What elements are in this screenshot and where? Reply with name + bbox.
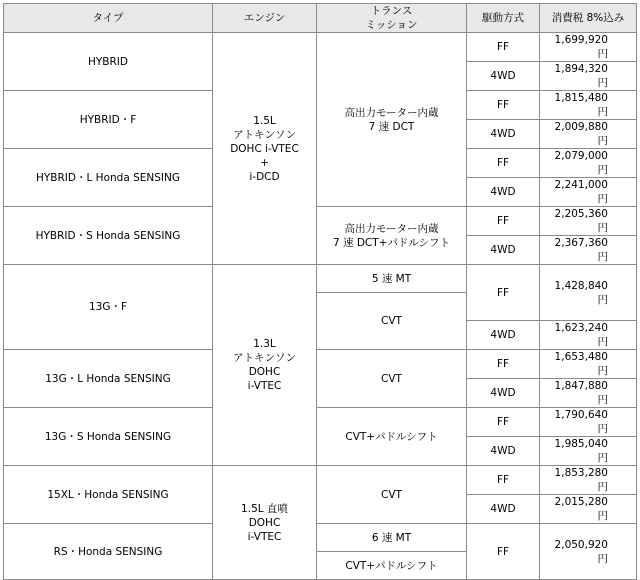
transmission-cell: CVT bbox=[317, 466, 467, 524]
price-cell: 1,847,880 円 bbox=[540, 379, 637, 408]
type-cell: HYBRID・L Honda SENSING bbox=[4, 149, 213, 207]
drive-cell: FF bbox=[467, 524, 540, 580]
price-cell: 1,699,920 円 bbox=[540, 33, 637, 62]
price-cell: 2,241,000 円 bbox=[540, 178, 637, 207]
drive-cell: 4WD bbox=[467, 379, 540, 408]
engine-line: アトキンソン DOHC bbox=[233, 352, 296, 378]
type-cell: 13G・S Honda SENSING bbox=[4, 408, 213, 466]
transmission-line: 7 速 DCT bbox=[368, 120, 415, 133]
drive-cell: 4WD bbox=[467, 120, 540, 149]
transmission-cell: 6 速 MT bbox=[317, 524, 467, 552]
type-cell: RS・Honda SENSING bbox=[4, 524, 213, 580]
price-cell: 2,015,280 円 bbox=[540, 495, 637, 524]
price-cell: 1,623,240 円 bbox=[540, 321, 637, 350]
drive-cell: FF bbox=[467, 466, 540, 495]
price-cell: 1,853,280 円 bbox=[540, 466, 637, 495]
price-cell: 2,050,920 円 bbox=[540, 524, 637, 580]
type-cell: 15XL・Honda SENSING bbox=[4, 466, 213, 524]
drive-cell: 4WD bbox=[467, 321, 540, 350]
drive-cell: 4WD bbox=[467, 62, 540, 91]
drive-cell: FF bbox=[467, 91, 540, 120]
drive-cell: 4WD bbox=[467, 236, 540, 265]
transmission-line: 7 速 DCT+パドルシフト bbox=[332, 236, 450, 249]
table-row bbox=[4, 466, 637, 495]
type-cell: HYBRID・F bbox=[4, 91, 213, 149]
transmission-cell: CVT+パドルシフト bbox=[317, 408, 467, 466]
transmission-line: 高出力モーター内蔵 bbox=[344, 106, 439, 119]
type-cell: HYBRID・S Honda SENSING bbox=[4, 207, 213, 265]
drive-cell: FF bbox=[467, 149, 540, 178]
transmission-cell: CVT bbox=[317, 293, 467, 350]
header-price: 消費税 8%込み bbox=[540, 4, 637, 33]
price-cell: 2,367,360 円 bbox=[540, 236, 637, 265]
drive-cell: FF bbox=[467, 207, 540, 236]
table-row bbox=[4, 265, 637, 293]
transmission-cell bbox=[317, 207, 467, 265]
table-row bbox=[4, 524, 637, 552]
header-transmission-line-1: トランス bbox=[370, 5, 413, 17]
price-cell: 2,009,880 円 bbox=[540, 120, 637, 149]
table-row bbox=[4, 408, 637, 437]
header-type: タイプ bbox=[4, 4, 213, 33]
engine-line: 1.5L 直噴 bbox=[241, 502, 288, 515]
type-cell: HYBRID bbox=[4, 33, 213, 91]
table-row bbox=[4, 350, 637, 379]
price-cell: 1,428,840 円 bbox=[540, 265, 637, 321]
engine-line: 1.5L bbox=[253, 114, 276, 127]
transmission-line: 高出力モーター内蔵 bbox=[344, 222, 439, 235]
type-cell: 13G・L Honda SENSING bbox=[4, 350, 213, 408]
engine-line: アトキンソン bbox=[233, 128, 296, 141]
engine-line: DOHC bbox=[248, 516, 281, 529]
transmission-cell: 5 速 MT bbox=[317, 265, 467, 293]
header-drive: 駆動方式 bbox=[467, 4, 540, 33]
price-cell: 1,985,040 円 bbox=[540, 437, 637, 466]
drive-cell: FF bbox=[467, 408, 540, 437]
price-cell: 2,079,000 円 bbox=[540, 149, 637, 178]
type-cell: 13G・F bbox=[4, 265, 213, 350]
header-engine: エンジン bbox=[213, 4, 317, 33]
table-row bbox=[4, 207, 637, 236]
drive-cell: 4WD bbox=[467, 437, 540, 466]
drive-cell: FF bbox=[467, 265, 540, 321]
drive-cell: 4WD bbox=[467, 178, 540, 207]
price-cell: 1,653,480 円 bbox=[540, 350, 637, 379]
engine-line: DOHC i-VTEC bbox=[230, 142, 299, 155]
drive-cell: FF bbox=[467, 33, 540, 62]
transmission-cell: CVT+パドルシフト bbox=[317, 552, 467, 580]
engine-cell bbox=[213, 466, 317, 580]
transmission-cell bbox=[317, 33, 467, 207]
transmission-cell: CVT bbox=[317, 350, 467, 408]
engine-line: i-VTEC bbox=[247, 530, 282, 543]
engine-cell bbox=[213, 265, 317, 466]
price-cell: 2,205,360 円 bbox=[540, 207, 637, 236]
drive-cell: 4WD bbox=[467, 495, 540, 524]
price-cell: 1,790,640 円 bbox=[540, 408, 637, 437]
engine-cell bbox=[213, 33, 317, 265]
price-cell: 1,894,320 円 bbox=[540, 62, 637, 91]
engine-line: i-VTEC bbox=[247, 380, 282, 392]
engine-line: i-DCD bbox=[249, 170, 280, 183]
header-transmission bbox=[317, 4, 467, 33]
table-row bbox=[4, 33, 637, 62]
header-row bbox=[4, 4, 637, 33]
price-cell: 1,815,480 円 bbox=[540, 91, 637, 120]
engine-line: 1.3L bbox=[253, 338, 276, 350]
price-table bbox=[3, 3, 637, 580]
header-transmission-line-2: ミッション bbox=[365, 19, 418, 31]
engine-line: + bbox=[260, 156, 269, 169]
drive-cell: FF bbox=[467, 350, 540, 379]
